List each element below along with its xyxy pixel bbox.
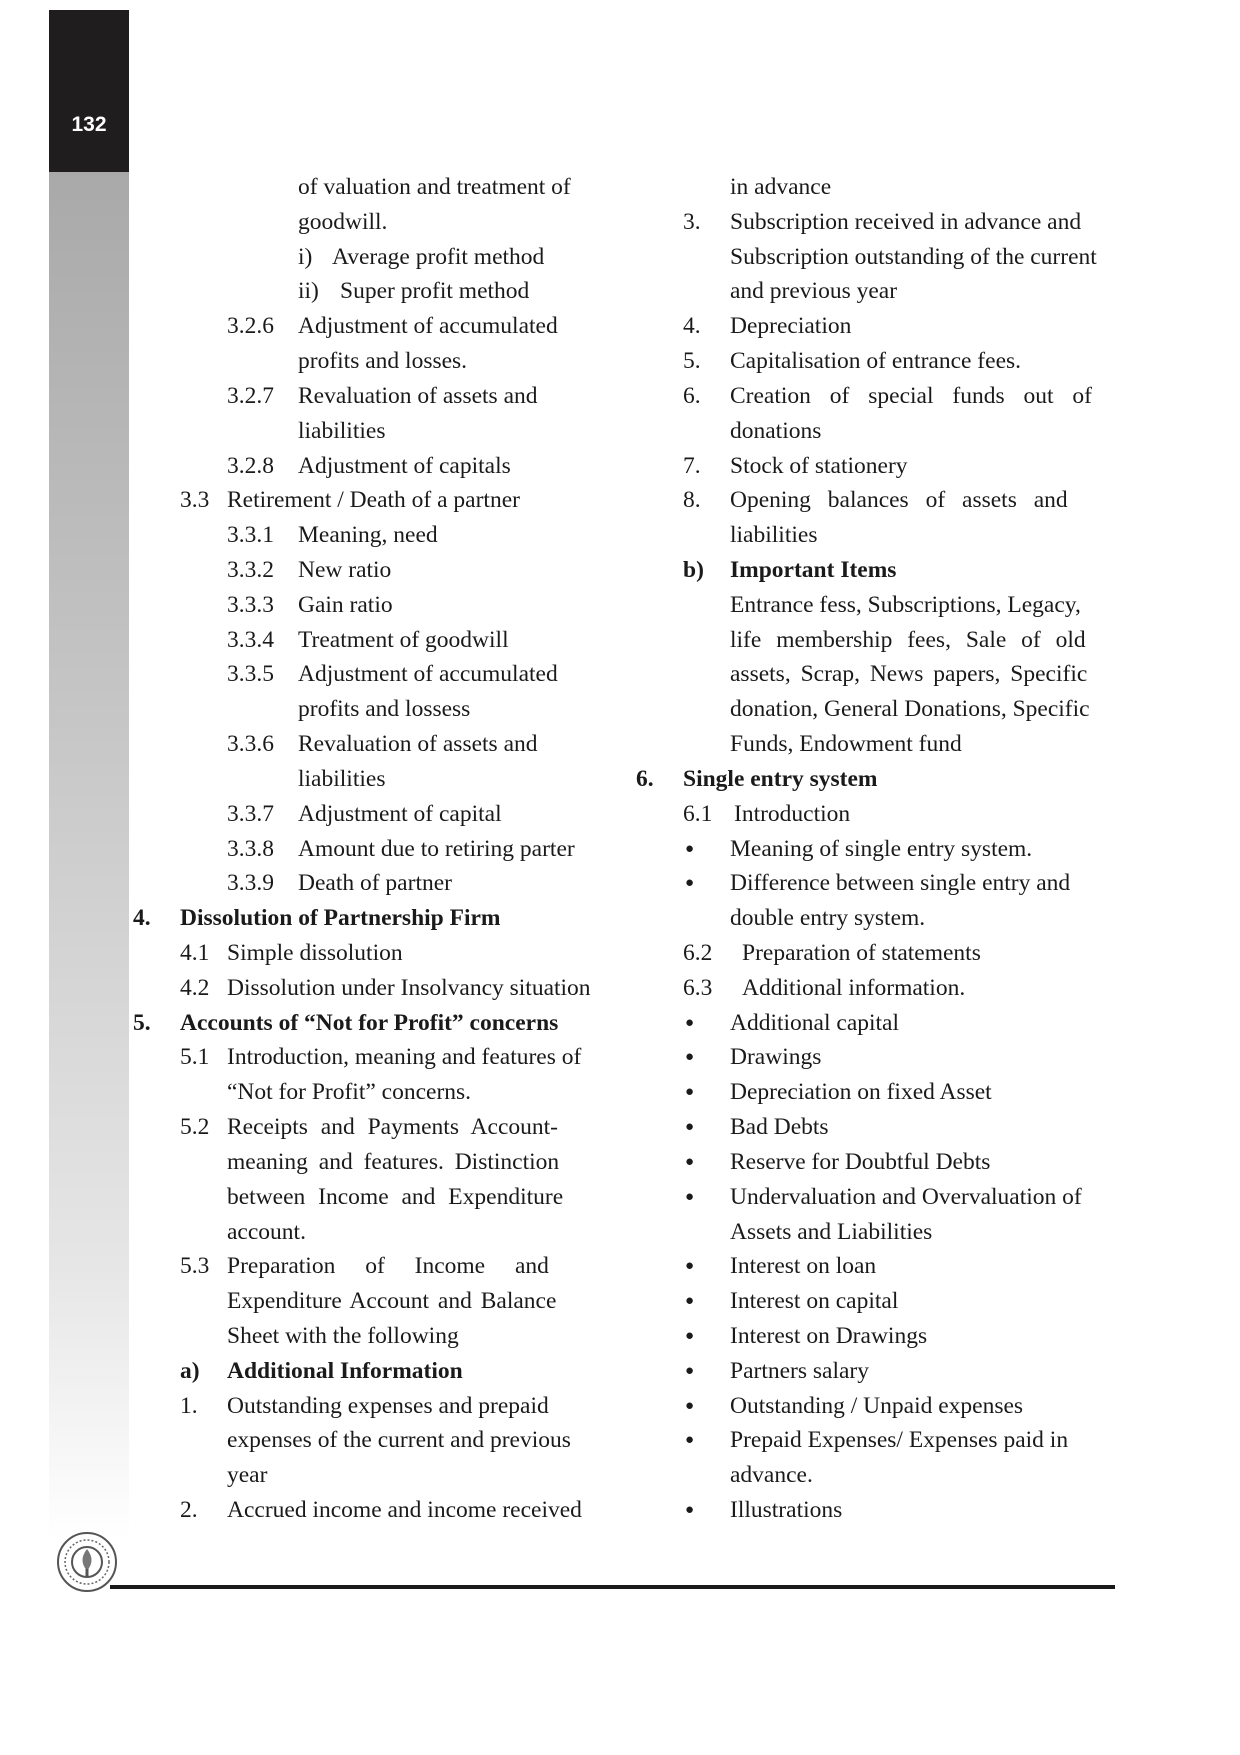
side-margin-bar [49,170,129,1540]
page-number-box [49,10,129,172]
page-number: 132 [71,113,107,136]
emblem-seal-icon [56,1531,118,1593]
footer-rule [110,1585,1115,1589]
